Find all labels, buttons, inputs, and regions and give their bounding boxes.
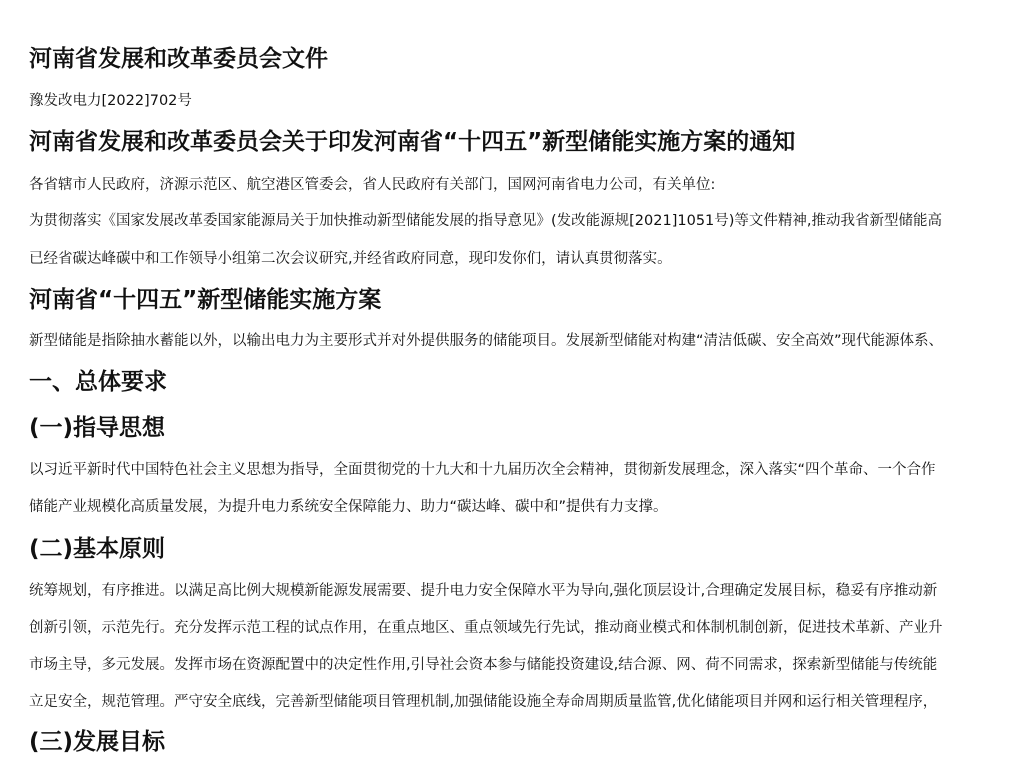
plan-title: 河南省“十四五”新型储能实施方案 bbox=[29, 287, 382, 313]
principle-3-text: 市场主导，多元发展。发挥市场在资源配置中的决定性作用,引导社会资本参与储能投资建设,结合源、网、荷不同需求，探索新型储能与传统能 bbox=[29, 657, 938, 673]
org-title: 河南省发展和改革委员会文件 bbox=[29, 46, 328, 72]
guiding-ideology-line-1: 以习近平新时代中国特色社会主义思想为指导，全面贯彻党的十九大和十九届历次全会精神，贯彻新发展理念，深入落实“四个革命、一个合作 bbox=[29, 462, 936, 478]
subsection-2-title: (二)基本原则 bbox=[29, 536, 166, 562]
plan-intro-paragraph: 新型储能是指除抽水蓄能以外，以输出电力为主要形式并对外提供服务的储能项目。发展新型储能对构建“清洁低碳、安全高效”现代能源体系、 bbox=[29, 333, 944, 349]
recipients-text: 各省辖市人民政府，济源示范区、航空港区管委会，省人民政府有关部门，国网河南省电力公司，有关单位: bbox=[29, 177, 716, 193]
principle-4-text: 立足安全，规范管理。严守安全底线，完善新型储能项目管理机制,加强储能设施全寿命周期质量监管,优化储能项目并网和运行相关管理程序， bbox=[29, 694, 938, 710]
notice-title: 河南省发展和改革委员会关于印发河南省“十四五”新型储能实施方案的通知 bbox=[29, 129, 796, 155]
guiding-ideology-line-2: 储能产业规模化高质量发展，为提升电力系统安全保障能力、助力“碳达峰、碳中和”提供有力支撑。 bbox=[29, 499, 668, 515]
section-1-title: 一、总体要求 bbox=[29, 369, 167, 395]
principle-1-text: 统筹规划，有序推进。以满足高比例大规模新能源发展需要、提升电力安全保障水平为导向,强化顶层设计,合理确定发展目标，稳妥有序推动新 bbox=[29, 583, 938, 599]
doc-number: 豫发改电力[2022]702号 bbox=[29, 93, 192, 109]
intro-paragraph-line-1: 为贯彻落实《国家发展改革委国家能源局关于加快推动新型储能发展的指导意见》(发改能源规[2021]1051号)等文件精神,推动我省新型储能高 bbox=[29, 213, 943, 229]
principle-2-text: 创新引领，示范先行。充分发挥示范工程的试点作用，在重点地区、重点领域先行先试，推动商业模式和体制机制创新，促进技术革新、产业升 bbox=[29, 620, 943, 636]
subsection-3-title: (三)发展目标 bbox=[29, 729, 166, 755]
subsection-1-title: (一)指导思想 bbox=[29, 415, 166, 441]
intro-paragraph-line-2: 已经省碳达峰碳中和工作领导小组第二次会议研究,并经省政府同意，现印发你们，请认真贯彻落实。 bbox=[29, 251, 672, 267]
